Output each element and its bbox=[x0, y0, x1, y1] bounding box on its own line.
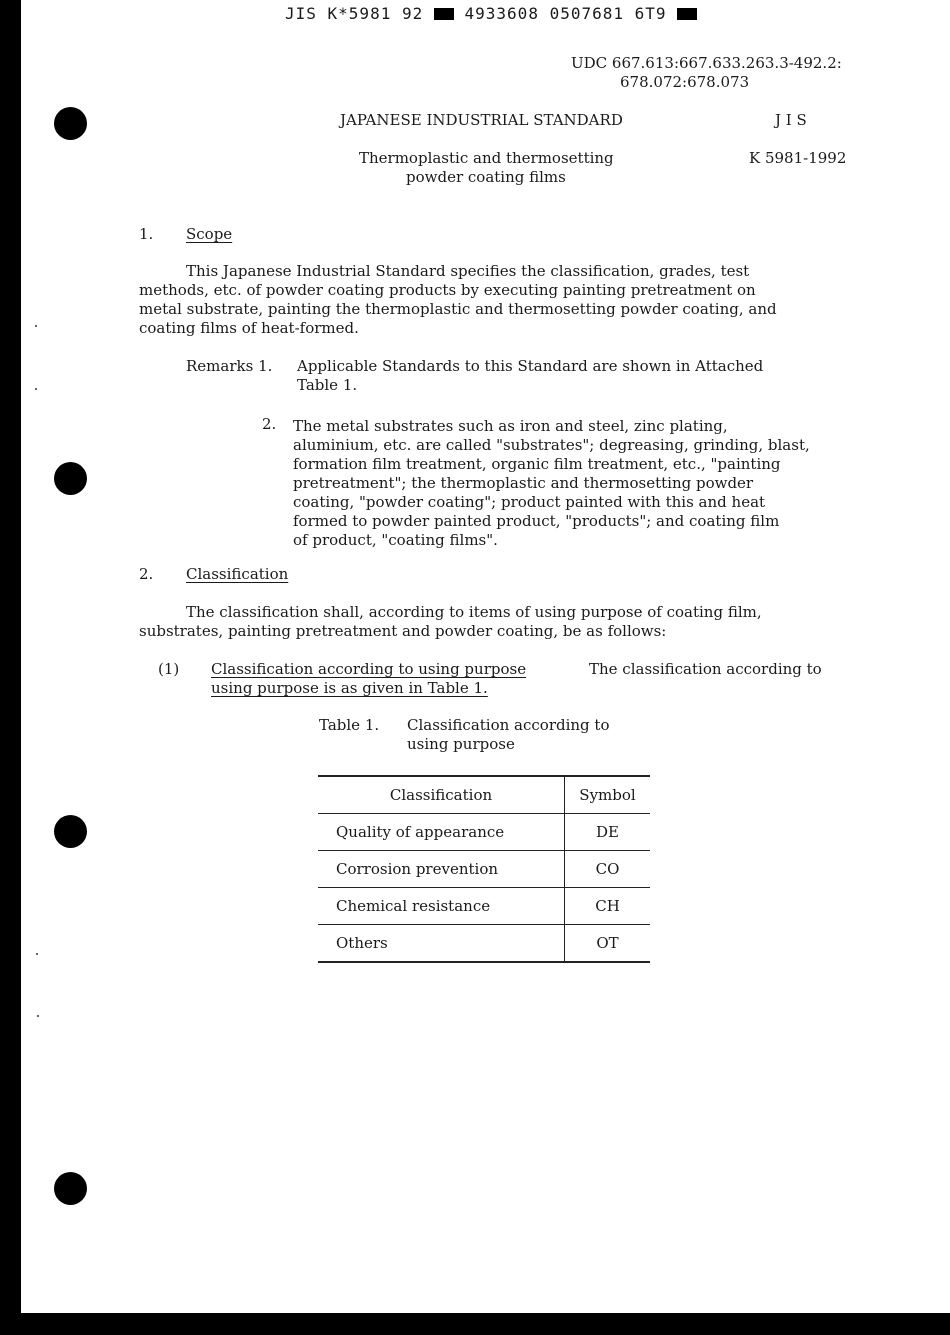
remarks-label: Remarks 1. bbox=[186, 357, 273, 375]
doc-number: K 5981-1992 bbox=[749, 149, 847, 167]
remark-line: formed to powder painted product, "products"; and coating film bbox=[293, 512, 780, 530]
redaction-bar bbox=[434, 8, 454, 20]
section2-heading: Classification bbox=[186, 565, 289, 583]
table-cell: Quality of appearance bbox=[318, 814, 565, 851]
table-header-row bbox=[318, 776, 650, 814]
scan-border-bottom bbox=[0, 1313, 950, 1335]
table-cell: Chemical resistance bbox=[318, 888, 565, 925]
item-number: (1) bbox=[158, 660, 180, 678]
punch-hole bbox=[54, 462, 87, 495]
table-header-cell: Classification bbox=[318, 776, 565, 814]
section1-heading: Scope bbox=[186, 225, 233, 243]
item-text-line1: The classification according to bbox=[589, 660, 822, 678]
scan-speck bbox=[35, 388, 37, 390]
remark-line: of product, "coating films". bbox=[293, 531, 498, 549]
table-row bbox=[318, 925, 650, 963]
remark2-number: 2. bbox=[262, 415, 277, 433]
paragraph-line: The classification shall, according to items of using purpose of coating film, bbox=[186, 603, 762, 621]
paragraph-line: substrates, painting pretreatment and powder coating, be as follows: bbox=[139, 622, 667, 640]
paragraph-line: metal substrate, painting the thermoplastic and thermosetting powder coating, and bbox=[139, 300, 777, 318]
remark-line: pretreatment"; the thermoplastic and thermosetting powder bbox=[293, 474, 754, 492]
table-caption-label: Table 1. bbox=[319, 716, 380, 734]
table-cell: Others bbox=[318, 925, 565, 963]
classification-table bbox=[318, 775, 650, 963]
table-caption-line2: using purpose bbox=[407, 735, 515, 753]
scan-speck bbox=[35, 325, 37, 327]
item-heading-line2: using purpose is as given in Table 1. bbox=[211, 679, 488, 697]
scan-border-left bbox=[0, 0, 21, 1335]
table-caption-line1: Classification according to bbox=[407, 716, 610, 734]
paragraph-line: coating films of heat-formed. bbox=[139, 319, 359, 337]
remark-line: Applicable Standards to this Standard are shown in Attached bbox=[297, 357, 764, 375]
redaction-bar bbox=[677, 8, 697, 20]
paragraph-line: methods, etc. of powder coating products by executing painting pretreatment on bbox=[139, 281, 756, 299]
remark-line: Table 1. bbox=[297, 376, 358, 394]
table-cell: CO bbox=[565, 851, 651, 888]
remark-line: formation film treatment, organic film treatment, etc., "painting bbox=[293, 455, 781, 473]
table-cell: Corrosion prevention bbox=[318, 851, 565, 888]
section1-paragraph bbox=[139, 262, 777, 338]
table-cell: DE bbox=[565, 814, 651, 851]
table-row bbox=[318, 851, 650, 888]
udc-line1: UDC 667.613:667.633.263.3-492.2: bbox=[571, 54, 842, 72]
table-row bbox=[318, 888, 650, 925]
remark-line: The metal substrates such as iron and steel, zinc plating, bbox=[293, 417, 728, 435]
punch-hole bbox=[54, 815, 87, 848]
punch-hole bbox=[54, 107, 87, 140]
udc-line2: 678.072:678.073 bbox=[620, 73, 750, 91]
table-header-cell: Symbol bbox=[565, 776, 651, 814]
table-row bbox=[318, 814, 650, 851]
header-code-part1: JIS K*5981 92 bbox=[285, 4, 424, 23]
scan-speck bbox=[37, 1015, 39, 1017]
paragraph-line: This Japanese Industrial Standard specifies the classification, grades, test bbox=[186, 262, 750, 280]
section2-paragraph bbox=[139, 603, 762, 641]
remark2-text bbox=[293, 417, 810, 550]
header-code bbox=[285, 4, 697, 23]
remark-line: coating, "powder coating"; product painted with this and heat bbox=[293, 493, 766, 511]
item-heading-line1: Classification according to using purpose bbox=[211, 660, 527, 678]
section2-number: 2. bbox=[139, 565, 154, 583]
jis-mark: J I S bbox=[775, 111, 807, 129]
table-cell: OT bbox=[565, 925, 651, 963]
section1-number: 1. bbox=[139, 225, 154, 243]
punch-hole bbox=[54, 1172, 87, 1205]
doc-title-line2: powder coating films bbox=[406, 168, 566, 186]
remark1-text bbox=[297, 357, 763, 395]
remark-line: aluminium, etc. are called "substrates"; degreasing, grinding, blast, bbox=[293, 436, 810, 454]
header-code-part2: 4933608 0507681 6T9 bbox=[464, 4, 667, 23]
table-cell: CH bbox=[565, 888, 651, 925]
doc-title-line1: Thermoplastic and thermosetting bbox=[359, 149, 614, 167]
scan-speck bbox=[36, 953, 38, 955]
standard-title: JAPANESE INDUSTRIAL STANDARD bbox=[340, 111, 623, 129]
